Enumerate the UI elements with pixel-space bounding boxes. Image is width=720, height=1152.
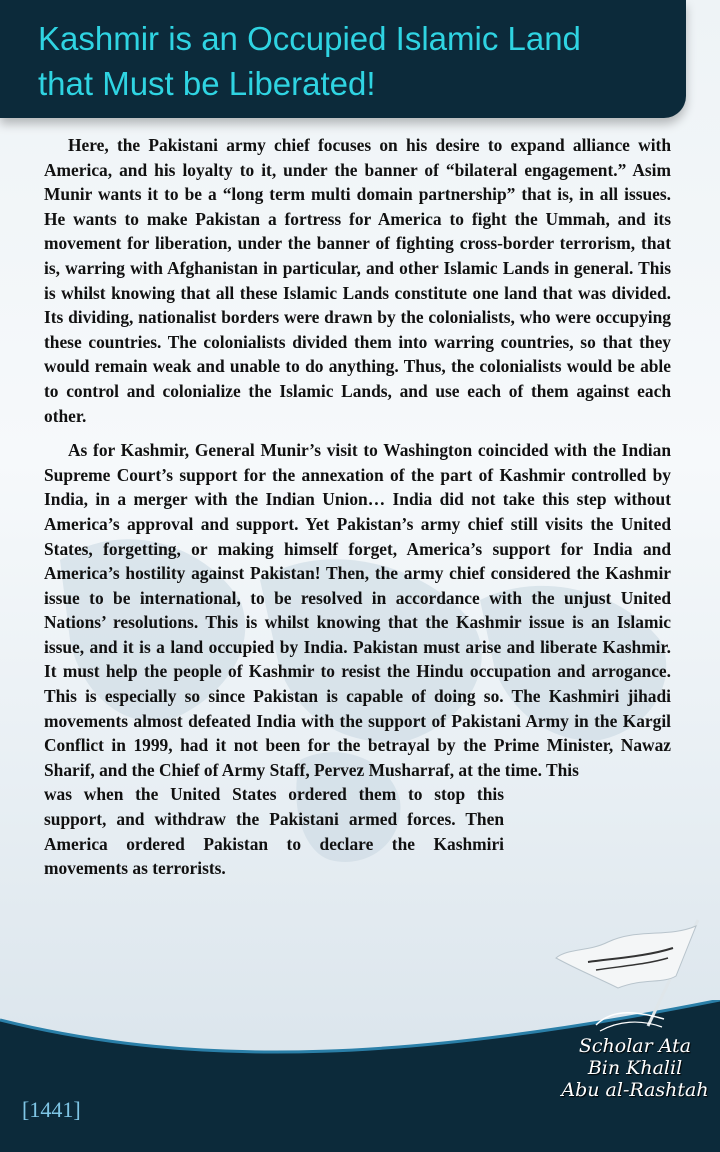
- header-banner: [0, 0, 686, 118]
- signature-line-3: Abu al-Rashtah: [561, 1079, 709, 1101]
- page-number: [1441]: [22, 1097, 81, 1122]
- article-body: [44, 133, 671, 891]
- paragraph-2-end: was when the United States ordered them to stop this support, and withdraw the Pakistani armed forces. Then America ordered Pakistan to declare the Kashmiri movements as terrorists.: [44, 784, 504, 879]
- title-line-2: that Must be Liberated!: [38, 65, 376, 102]
- signature-line-2: Bin Khalil: [587, 1057, 683, 1079]
- author-signature: [555, 1035, 715, 1101]
- signature-line-1: Scholar Ata: [578, 1035, 692, 1057]
- paragraph-2: As for Kashmir, General Munir’s visit to Washington coincided with the Indian Supreme Court’s support for the annexation of the part of Kashmir controlled by India, in a merger with the Indian Union… India did not take this step without America’s approval and support. Yet Pakistan’s army chief still visits the United States, forgetting, or making himself forget, America’s support for India and America’s hostility against Pakistan! Then, the army chief considered the Kashmir issue to be international, to be resolved in accordance with the unjust United Nations’ resolutions. This is whilst knowing that the Kashmir issue is an Islamic issue, and it is a land occupied by India. Pakistan must arise and liberate Kashmir. It must help the people of Kashmir to resist the Hindu occupation and arrogance. This is especially so since Pakistan is capable of doing so. The Kashmiri jihadi movements almost defeated India with the support of Pakistani Army in the Kargil Conflict in 1999, had it not been for the betrayal by the Prime Minister, Nawaz Sharif, and the Chief of Army Staff, Pervez Musharraf, at the time. This: [44, 440, 671, 780]
- paragraph-1: Here, the Pakistani army chief focuses on his desire to expand alliance with America, and his loyalty to it, under the banner of “bilateral engagement.” Asim Munir wants it to be a “long term multi domain partnership” that is, in all issues. He wants to make Pakistan a fortress for America to fight the Ummah, and its movement for liberation, under the banner of fighting cross-border terrorism, that is, warring with Afghanistan in particular, and other Islamic Lands in general. This is whilst knowing that all these Islamic Lands constitute one land that was divided. Its dividing, nationalist borders were drawn by the colonialists, who were occupying these countries. The colonialists divided them into warring countries, so that they would remain weak and unable to do anything. Thus, the colonialists would be able to control and colonialize the Islamic Lands, and use each of them against each other.: [44, 135, 671, 426]
- title-line-1: Kashmir is an Occupied Islamic Land: [38, 20, 581, 57]
- seal-icon: [590, 1005, 670, 1035]
- page-title: [38, 16, 658, 106]
